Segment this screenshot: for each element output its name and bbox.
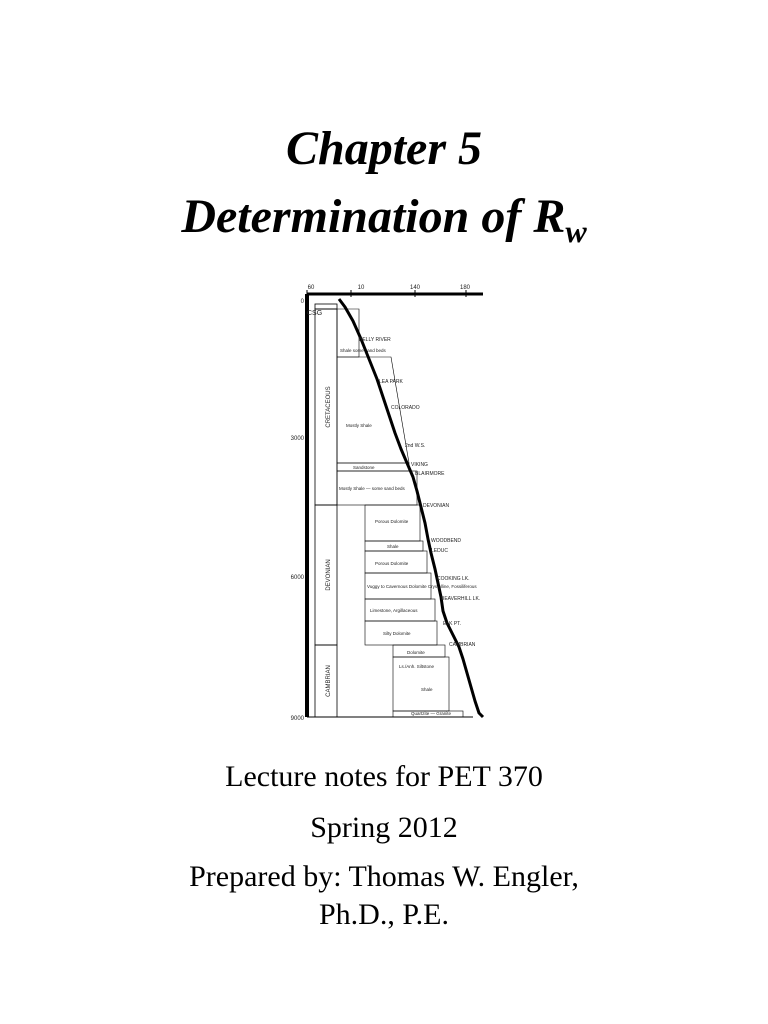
scale-label: 10 — [357, 285, 365, 291]
lithology-label: Limestone, Argillaceous — [370, 608, 418, 613]
lithology-label: Shale — [421, 687, 433, 692]
lithology-label: Porous Dolomite — [375, 519, 409, 524]
lithology-label: Silty Dolomite — [383, 631, 411, 636]
lithology-label: Shale some sand beds — [340, 348, 386, 353]
system-label: CAMBRIAN — [326, 665, 332, 697]
scale-label: 180 — [459, 285, 471, 291]
formation-label: LEA PARK — [379, 379, 403, 385]
formation-label: WOODBEND — [431, 538, 461, 544]
scale-label: 60 — [307, 285, 315, 291]
formation-label: 2nd W.S. — [405, 443, 426, 449]
lithology-label: Porous Dolomite — [375, 561, 409, 566]
chapter-title — [0, 190, 768, 249]
lithology-column — [337, 309, 463, 717]
lithology-label: Mostly Shale — some sand beds — [339, 486, 405, 491]
system-label: DEVONIAN — [326, 559, 332, 591]
top-scale — [307, 285, 483, 297]
system-column — [315, 304, 337, 717]
depth-label: 9000 — [290, 716, 304, 722]
formation-label: LEDUC — [431, 548, 448, 554]
lithology-label: Dolomite — [407, 650, 425, 655]
lithology-label: Quartzite — Granite — [411, 711, 452, 716]
lithology-label: Mostly Shale — [346, 423, 372, 428]
scale-label: 140 — [409, 285, 421, 291]
chapter-number: Chapter 5 — [285, 122, 483, 175]
credentials-line: Ph.D., P.E. — [318, 898, 450, 931]
depth-label: 3000 — [290, 436, 304, 442]
author-line: Prepared by: Thomas W. Engler, — [189, 860, 579, 893]
lithology-label: Shale — [387, 544, 399, 549]
lithology-label: Ls./Anh. Siltstone — [399, 664, 435, 669]
formation-label: COOKING LK. — [437, 576, 470, 582]
formation-label: BELLY RIVER — [359, 337, 391, 343]
casing-label: CSG — [307, 310, 323, 317]
formation-label: ELK PT. — [443, 621, 462, 627]
depth-label: 0 — [300, 299, 304, 305]
formation-label: CAMBRIAN — [449, 642, 476, 648]
formation-label: BEAVERHILL LK. — [441, 596, 481, 602]
temperature-depth-log-figure — [283, 277, 493, 724]
formation-label: DEVONIAN — [423, 503, 450, 509]
formation-label: BLAIRMORE — [415, 471, 445, 477]
chapter-title-subscript: w — [565, 213, 587, 249]
depth-label: 6000 — [290, 575, 304, 581]
system-label: CRETACEOUS — [326, 386, 332, 428]
formation-label: COLORADO — [391, 405, 420, 411]
chapter-title-main: Determination of R — [181, 190, 566, 243]
lithology-label: Vuggy to Cavernous Dolomite Crystalline, Fossiliferous — [367, 584, 477, 589]
lithology-label: Sandstone — [353, 465, 375, 470]
semester-line: Spring 2012 — [310, 811, 458, 844]
course-line: Lecture notes for PET 370 — [225, 760, 543, 793]
formation-label: VIKING — [411, 462, 428, 468]
